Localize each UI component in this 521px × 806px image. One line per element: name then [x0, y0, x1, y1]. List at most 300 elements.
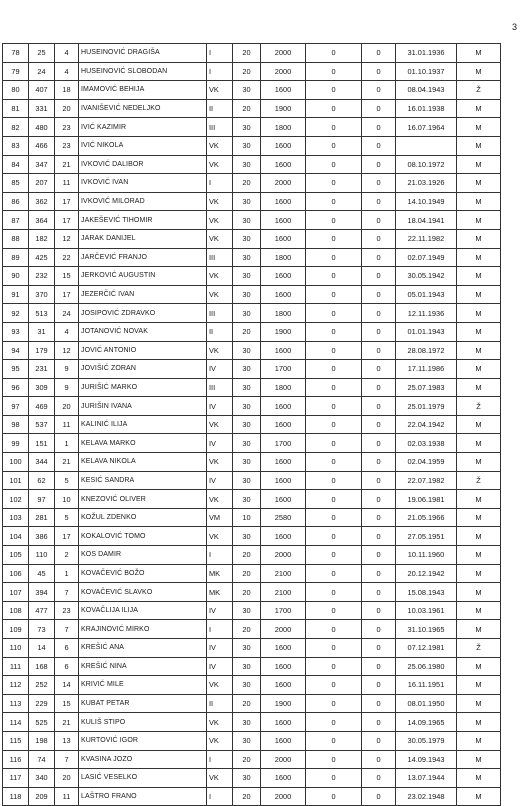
- register-table: [2, 43, 501, 806]
- hours-cell: 20: [233, 174, 261, 193]
- table-row: [3, 62, 501, 81]
- amount-cell: 2000: [261, 62, 306, 81]
- row-number-cell: 118: [3, 787, 29, 806]
- table-row: [3, 248, 501, 267]
- amount-cell: 1600: [261, 676, 306, 695]
- name-cell: KOVAČEVIĆ SLAVKO: [79, 583, 207, 602]
- sex-cell: M: [457, 155, 501, 174]
- value-1-cell: 0: [306, 453, 362, 472]
- table-body: [3, 44, 501, 806]
- row-number-cell: 100: [3, 453, 29, 472]
- grade-cell: VK: [207, 769, 233, 788]
- grade-cell: VK: [207, 81, 233, 100]
- birth-date-cell: 16.01.1938: [396, 99, 457, 118]
- name-cell: JARČEVIĆ FRANJO: [79, 248, 207, 267]
- group-cell: 20: [55, 99, 79, 118]
- amount-cell: 1800: [261, 248, 306, 267]
- sex-cell: M: [457, 731, 501, 750]
- value-1-cell: 0: [306, 490, 362, 509]
- value-2-cell: 0: [362, 211, 396, 230]
- sex-cell: M: [457, 415, 501, 434]
- value-2-cell: 0: [362, 546, 396, 565]
- name-cell: JURIŠIN IVANA: [79, 397, 207, 416]
- birth-date-cell: 18.04.1941: [396, 211, 457, 230]
- grade-cell: VK: [207, 192, 233, 211]
- amount-cell: 1600: [261, 453, 306, 472]
- grade-cell: VK: [207, 731, 233, 750]
- row-number-cell: 83: [3, 136, 29, 155]
- id-cell: 469: [29, 397, 55, 416]
- id-cell: 340: [29, 769, 55, 788]
- value-2-cell: 0: [362, 360, 396, 379]
- row-number-cell: 98: [3, 415, 29, 434]
- value-2-cell: 0: [362, 378, 396, 397]
- group-cell: 6: [55, 657, 79, 676]
- value-2-cell: 0: [362, 155, 396, 174]
- hours-cell: 30: [233, 527, 261, 546]
- row-number-cell: 79: [3, 62, 29, 81]
- table-row: [3, 657, 501, 676]
- name-cell: KELAVA NIKOLA: [79, 453, 207, 472]
- id-cell: 45: [29, 564, 55, 583]
- name-cell: JEZERČIĆ IVAN: [79, 285, 207, 304]
- table-row: [3, 229, 501, 248]
- grade-cell: VK: [207, 676, 233, 695]
- name-cell: KUBAT PETAR: [79, 694, 207, 713]
- value-2-cell: 0: [362, 341, 396, 360]
- value-1-cell: 0: [306, 527, 362, 546]
- id-cell: 394: [29, 583, 55, 602]
- id-cell: 364: [29, 211, 55, 230]
- sex-cell: Ž: [457, 397, 501, 416]
- group-cell: 9: [55, 378, 79, 397]
- row-number-cell: 104: [3, 527, 29, 546]
- name-cell: KVASINA JOZO: [79, 750, 207, 769]
- name-cell: JURIŠIĆ MARKO: [79, 378, 207, 397]
- group-cell: 20: [55, 397, 79, 416]
- sex-cell: M: [457, 304, 501, 323]
- grade-cell: I: [207, 787, 233, 806]
- name-cell: JOVIĆ ANTONIO: [79, 341, 207, 360]
- id-cell: 198: [29, 731, 55, 750]
- value-1-cell: 0: [306, 155, 362, 174]
- grade-cell: VK: [207, 229, 233, 248]
- hours-cell: 30: [233, 453, 261, 472]
- sex-cell: M: [457, 341, 501, 360]
- group-cell: 7: [55, 750, 79, 769]
- grade-cell: VK: [207, 267, 233, 286]
- hours-cell: 20: [233, 99, 261, 118]
- hours-cell: 20: [233, 620, 261, 639]
- row-number-cell: 110: [3, 639, 29, 658]
- hours-cell: 30: [233, 136, 261, 155]
- id-cell: 347: [29, 155, 55, 174]
- name-cell: KREŠIĆ ANA: [79, 639, 207, 658]
- value-1-cell: 0: [306, 211, 362, 230]
- row-number-cell: 78: [3, 44, 29, 63]
- value-1-cell: 0: [306, 285, 362, 304]
- row-number-cell: 116: [3, 750, 29, 769]
- table-row: [3, 341, 501, 360]
- table-row: [3, 546, 501, 565]
- id-cell: 14: [29, 639, 55, 658]
- hours-cell: 30: [233, 657, 261, 676]
- value-2-cell: 0: [362, 527, 396, 546]
- value-2-cell: 0: [362, 248, 396, 267]
- value-2-cell: 0: [362, 657, 396, 676]
- table-row: [3, 397, 501, 416]
- value-2-cell: 0: [362, 601, 396, 620]
- name-cell: KRAJINOVIĆ MIRKO: [79, 620, 207, 639]
- amount-cell: 1600: [261, 285, 306, 304]
- value-1-cell: 0: [306, 248, 362, 267]
- name-cell: KOŽUL ZDENKO: [79, 508, 207, 527]
- hours-cell: 30: [233, 415, 261, 434]
- table-row: [3, 136, 501, 155]
- sex-cell: M: [457, 546, 501, 565]
- value-1-cell: 0: [306, 341, 362, 360]
- row-number-cell: 117: [3, 769, 29, 788]
- value-2-cell: 0: [362, 787, 396, 806]
- hours-cell: 30: [233, 192, 261, 211]
- id-cell: 97: [29, 490, 55, 509]
- value-1-cell: 0: [306, 397, 362, 416]
- amount-cell: 1900: [261, 99, 306, 118]
- id-cell: 74: [29, 750, 55, 769]
- grade-cell: VK: [207, 136, 233, 155]
- table-row: [3, 304, 501, 323]
- group-cell: 4: [55, 44, 79, 63]
- value-1-cell: 0: [306, 769, 362, 788]
- id-cell: 425: [29, 248, 55, 267]
- group-cell: 21: [55, 453, 79, 472]
- group-cell: 17: [55, 211, 79, 230]
- id-cell: 73: [29, 620, 55, 639]
- group-cell: 4: [55, 322, 79, 341]
- hours-cell: 30: [233, 229, 261, 248]
- name-cell: JERKOVIĆ AUGUSTIN: [79, 267, 207, 286]
- birth-date-cell: 16.07.1964: [396, 118, 457, 137]
- sex-cell: M: [457, 620, 501, 639]
- amount-cell: 2100: [261, 564, 306, 583]
- value-1-cell: 0: [306, 731, 362, 750]
- name-cell: KALINIĆ ILIJA: [79, 415, 207, 434]
- amount-cell: 1600: [261, 229, 306, 248]
- table-row: [3, 285, 501, 304]
- birth-date-cell: 01.01.1943: [396, 322, 457, 341]
- birth-date-cell: 07.12.1981: [396, 639, 457, 658]
- amount-cell: 1600: [261, 192, 306, 211]
- id-cell: 25: [29, 44, 55, 63]
- group-cell: 5: [55, 471, 79, 490]
- value-1-cell: 0: [306, 267, 362, 286]
- id-cell: 182: [29, 229, 55, 248]
- grade-cell: IV: [207, 434, 233, 453]
- group-cell: 23: [55, 136, 79, 155]
- sex-cell: Ž: [457, 81, 501, 100]
- hours-cell: 30: [233, 267, 261, 286]
- value-1-cell: 0: [306, 694, 362, 713]
- hours-cell: 30: [233, 490, 261, 509]
- amount-cell: 1600: [261, 415, 306, 434]
- group-cell: 17: [55, 192, 79, 211]
- id-cell: 281: [29, 508, 55, 527]
- sex-cell: M: [457, 285, 501, 304]
- amount-cell: 1700: [261, 360, 306, 379]
- hours-cell: 30: [233, 434, 261, 453]
- grade-cell: VK: [207, 415, 233, 434]
- value-2-cell: 0: [362, 620, 396, 639]
- hours-cell: 20: [233, 62, 261, 81]
- hours-cell: 30: [233, 676, 261, 695]
- amount-cell: 2580: [261, 508, 306, 527]
- birth-date-cell: [396, 136, 457, 155]
- row-number-cell: 88: [3, 229, 29, 248]
- group-cell: 15: [55, 694, 79, 713]
- group-cell: 20: [55, 769, 79, 788]
- table-row: [3, 99, 501, 118]
- value-2-cell: 0: [362, 434, 396, 453]
- group-cell: 11: [55, 415, 79, 434]
- hours-cell: 20: [233, 787, 261, 806]
- grade-cell: VK: [207, 527, 233, 546]
- hours-cell: 30: [233, 118, 261, 137]
- group-cell: 17: [55, 285, 79, 304]
- group-cell: 12: [55, 341, 79, 360]
- row-number-cell: 94: [3, 341, 29, 360]
- name-cell: IVKOVIĆ MILORAD: [79, 192, 207, 211]
- hours-cell: 30: [233, 639, 261, 658]
- value-1-cell: 0: [306, 639, 362, 658]
- value-1-cell: 0: [306, 229, 362, 248]
- group-cell: 11: [55, 787, 79, 806]
- birth-date-cell: 25.06.1980: [396, 657, 457, 676]
- sex-cell: M: [457, 583, 501, 602]
- amount-cell: 1600: [261, 267, 306, 286]
- birth-date-cell: 27.05.1951: [396, 527, 457, 546]
- grade-cell: VK: [207, 155, 233, 174]
- id-cell: 370: [29, 285, 55, 304]
- hours-cell: 30: [233, 601, 261, 620]
- sex-cell: M: [457, 676, 501, 695]
- group-cell: 22: [55, 248, 79, 267]
- amount-cell: 2000: [261, 620, 306, 639]
- name-cell: KELAVA MARKO: [79, 434, 207, 453]
- group-cell: 13: [55, 731, 79, 750]
- sex-cell: M: [457, 694, 501, 713]
- amount-cell: 2000: [261, 174, 306, 193]
- group-cell: 23: [55, 601, 79, 620]
- hours-cell: 20: [233, 322, 261, 341]
- grade-cell: III: [207, 378, 233, 397]
- row-number-cell: 87: [3, 211, 29, 230]
- value-2-cell: 0: [362, 397, 396, 416]
- grade-cell: III: [207, 248, 233, 267]
- id-cell: 480: [29, 118, 55, 137]
- birth-date-cell: 21.03.1926: [396, 174, 457, 193]
- grade-cell: IV: [207, 397, 233, 416]
- grade-cell: IV: [207, 601, 233, 620]
- birth-date-cell: 22.04.1942: [396, 415, 457, 434]
- name-cell: KESIĆ SANDRA: [79, 471, 207, 490]
- row-number-cell: 89: [3, 248, 29, 267]
- hours-cell: 30: [233, 304, 261, 323]
- amount-cell: 1800: [261, 378, 306, 397]
- birth-date-cell: 20.12.1942: [396, 564, 457, 583]
- value-1-cell: 0: [306, 415, 362, 434]
- id-cell: 252: [29, 676, 55, 695]
- grade-cell: I: [207, 750, 233, 769]
- name-cell: IVKOVIĆ DALIBOR: [79, 155, 207, 174]
- table-row: [3, 267, 501, 286]
- amount-cell: 1600: [261, 657, 306, 676]
- hours-cell: 30: [233, 341, 261, 360]
- birth-date-cell: 16.11.1951: [396, 676, 457, 695]
- grade-cell: VK: [207, 453, 233, 472]
- group-cell: 1: [55, 434, 79, 453]
- value-1-cell: 0: [306, 657, 362, 676]
- amount-cell: 1600: [261, 81, 306, 100]
- sex-cell: M: [457, 136, 501, 155]
- value-2-cell: 0: [362, 713, 396, 732]
- row-number-cell: 113: [3, 694, 29, 713]
- table-row: [3, 601, 501, 620]
- birth-date-cell: 31.10.1965: [396, 620, 457, 639]
- table-row: [3, 360, 501, 379]
- value-1-cell: 0: [306, 62, 362, 81]
- value-2-cell: 0: [362, 99, 396, 118]
- group-cell: 11: [55, 174, 79, 193]
- birth-date-cell: 02.04.1959: [396, 453, 457, 472]
- sex-cell: M: [457, 787, 501, 806]
- table-row: [3, 639, 501, 658]
- value-1-cell: 0: [306, 174, 362, 193]
- row-number-cell: 96: [3, 378, 29, 397]
- table-row: [3, 322, 501, 341]
- value-2-cell: 0: [362, 62, 396, 81]
- amount-cell: 1600: [261, 713, 306, 732]
- birth-date-cell: 08.04.1943: [396, 81, 457, 100]
- amount-cell: 2000: [261, 44, 306, 63]
- name-cell: HUSEINOVIĆ SLOBODAN: [79, 62, 207, 81]
- amount-cell: 1600: [261, 211, 306, 230]
- row-number-cell: 92: [3, 304, 29, 323]
- id-cell: 151: [29, 434, 55, 453]
- value-2-cell: 0: [362, 44, 396, 63]
- value-1-cell: 0: [306, 601, 362, 620]
- hours-cell: 20: [233, 694, 261, 713]
- hours-cell: 20: [233, 750, 261, 769]
- id-cell: 168: [29, 657, 55, 676]
- hours-cell: 30: [233, 731, 261, 750]
- row-number-cell: 86: [3, 192, 29, 211]
- grade-cell: VK: [207, 341, 233, 360]
- grade-cell: II: [207, 694, 233, 713]
- grade-cell: I: [207, 62, 233, 81]
- page-number: 3: [512, 22, 518, 32]
- value-1-cell: 0: [306, 304, 362, 323]
- value-2-cell: 0: [362, 471, 396, 490]
- value-2-cell: 0: [362, 136, 396, 155]
- sex-cell: M: [457, 229, 501, 248]
- table-row: [3, 378, 501, 397]
- id-cell: 386: [29, 527, 55, 546]
- id-cell: 407: [29, 81, 55, 100]
- name-cell: KURTOVIĆ IGOR: [79, 731, 207, 750]
- birth-date-cell: 19.06.1981: [396, 490, 457, 509]
- amount-cell: 1600: [261, 155, 306, 174]
- id-cell: 513: [29, 304, 55, 323]
- grade-cell: I: [207, 620, 233, 639]
- group-cell: 9: [55, 360, 79, 379]
- birth-date-cell: 25.01.1979: [396, 397, 457, 416]
- name-cell: KNEZOVIĆ OLIVER: [79, 490, 207, 509]
- hours-cell: 30: [233, 155, 261, 174]
- value-1-cell: 0: [306, 118, 362, 137]
- row-number-cell: 97: [3, 397, 29, 416]
- amount-cell: 2000: [261, 546, 306, 565]
- table-row: [3, 694, 501, 713]
- table-row: [3, 750, 501, 769]
- grade-cell: I: [207, 546, 233, 565]
- row-number-cell: 112: [3, 676, 29, 695]
- sex-cell: M: [457, 44, 501, 63]
- sex-cell: M: [457, 453, 501, 472]
- value-1-cell: 0: [306, 564, 362, 583]
- row-number-cell: 95: [3, 360, 29, 379]
- group-cell: 24: [55, 304, 79, 323]
- amount-cell: 1600: [261, 527, 306, 546]
- row-number-cell: 103: [3, 508, 29, 527]
- value-2-cell: 0: [362, 769, 396, 788]
- name-cell: LAŠTRO FRANO: [79, 787, 207, 806]
- amount-cell: 2100: [261, 583, 306, 602]
- sex-cell: M: [457, 750, 501, 769]
- name-cell: HUSEINOVIĆ DRAGIŠA: [79, 44, 207, 63]
- grade-cell: VK: [207, 211, 233, 230]
- value-1-cell: 0: [306, 546, 362, 565]
- birth-date-cell: 05.01.1943: [396, 285, 457, 304]
- grade-cell: IV: [207, 360, 233, 379]
- sex-cell: M: [457, 508, 501, 527]
- group-cell: 5: [55, 508, 79, 527]
- sex-cell: M: [457, 267, 501, 286]
- row-number-cell: 108: [3, 601, 29, 620]
- table-row: [3, 211, 501, 230]
- value-1-cell: 0: [306, 434, 362, 453]
- group-cell: 1: [55, 564, 79, 583]
- birth-date-cell: 14.09.1943: [396, 750, 457, 769]
- row-number-cell: 90: [3, 267, 29, 286]
- value-2-cell: 0: [362, 304, 396, 323]
- name-cell: JOSIPOVIĆ ZDRAVKO: [79, 304, 207, 323]
- value-1-cell: 0: [306, 620, 362, 639]
- table-row: [3, 583, 501, 602]
- sex-cell: M: [457, 657, 501, 676]
- name-cell: IVKOVIĆ IVAN: [79, 174, 207, 193]
- birth-date-cell: 02.07.1949: [396, 248, 457, 267]
- birth-date-cell: 21.05.1966: [396, 508, 457, 527]
- hours-cell: 30: [233, 471, 261, 490]
- sex-cell: M: [457, 490, 501, 509]
- name-cell: KOVAČEVIĆ BOŽO: [79, 564, 207, 583]
- row-number-cell: 93: [3, 322, 29, 341]
- row-number-cell: 114: [3, 713, 29, 732]
- hours-cell: 10: [233, 508, 261, 527]
- id-cell: 62: [29, 471, 55, 490]
- birth-date-cell: 14.09.1965: [396, 713, 457, 732]
- id-cell: 207: [29, 174, 55, 193]
